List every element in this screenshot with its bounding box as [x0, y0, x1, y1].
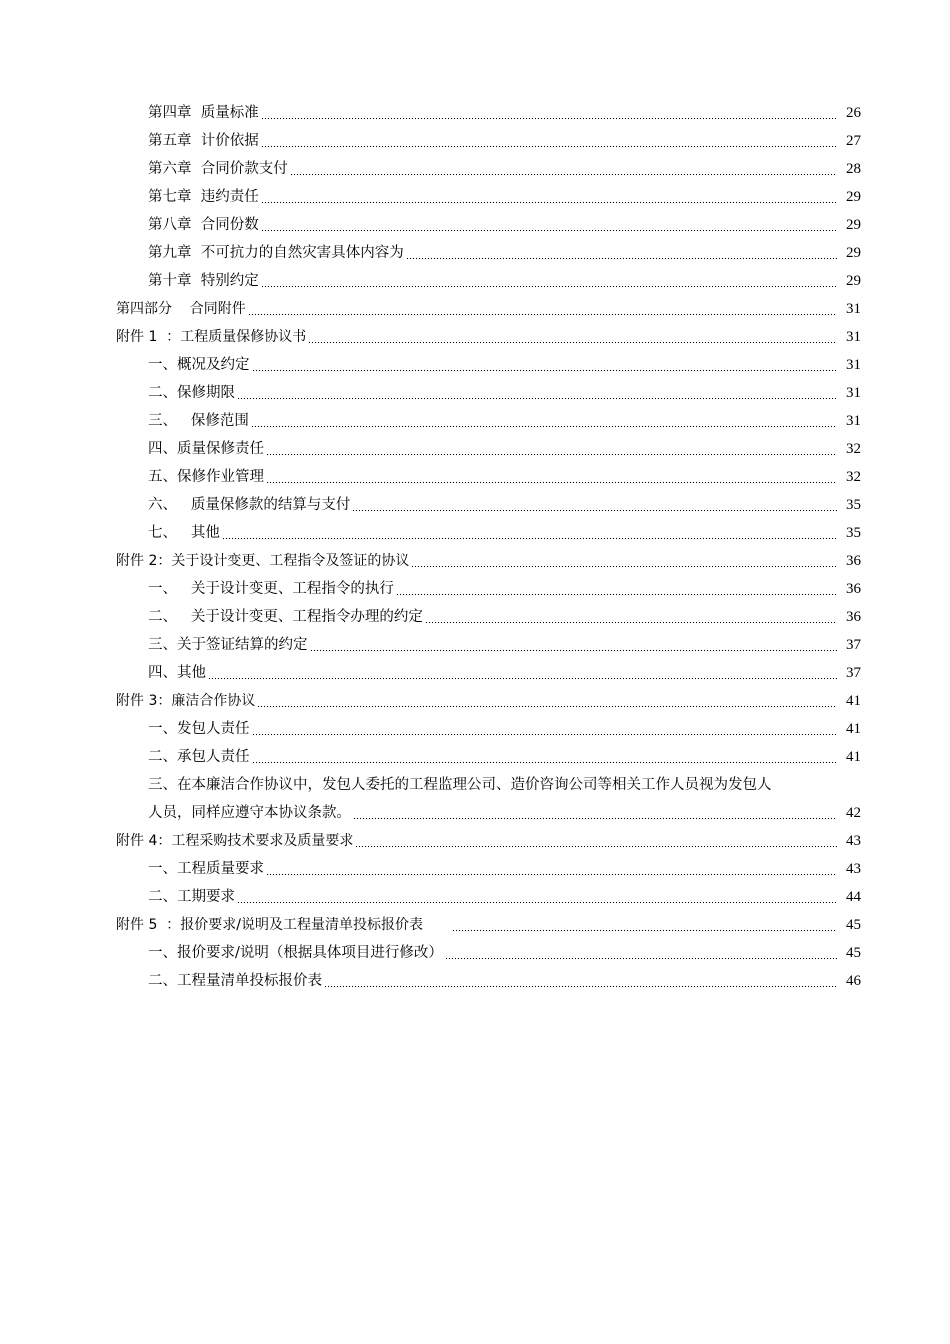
toc-entry[interactable]: [0, 575, 950, 603]
toc-dot-leader: [237, 379, 837, 407]
toc-entry[interactable]: [0, 631, 950, 659]
toc-entry-title: 第五章 计价依据: [148, 133, 259, 149]
toc-entry-page: 29: [846, 273, 861, 289]
toc-dot-leader: [411, 547, 837, 575]
toc-dot-leader: [352, 491, 837, 519]
toc-entry-page: 36: [846, 553, 861, 569]
toc-dot-leader: [353, 799, 837, 827]
toc-entry-page: 31: [846, 301, 861, 317]
toc-entry-page: 27: [846, 133, 861, 149]
toc-entry-title: 附件 2：关于设计变更、工程指令及签证的协议: [116, 553, 410, 569]
toc-section-heading[interactable]: [0, 687, 950, 715]
toc-entry[interactable]: [0, 239, 950, 267]
toc-entry-title: 第七章 违约责任: [148, 189, 259, 205]
toc-dot-leader: [261, 267, 837, 295]
toc-entry-title: 二、承包人责任: [148, 749, 250, 765]
toc-entry-page: 26: [846, 105, 861, 121]
toc-section-heading[interactable]: [0, 323, 950, 351]
toc-entry-page: 46: [846, 973, 861, 989]
toc-entry-title: 第八章 合同份数: [148, 217, 259, 233]
toc-entry-page: 29: [846, 189, 861, 205]
toc-entry-page: 29: [846, 217, 861, 233]
toc-dot-leader: [396, 575, 837, 603]
toc-dot-leader: [208, 659, 837, 687]
toc-dot-leader: [310, 631, 838, 659]
toc-dot-leader: [261, 211, 837, 239]
toc-entry-page: 41: [846, 693, 861, 709]
toc-entry-page: 28: [846, 161, 861, 177]
toc-dot-leader: [266, 435, 837, 463]
toc-dot-leader: [452, 911, 837, 939]
toc-dot-leader: [324, 967, 837, 995]
toc-entry[interactable]: [0, 967, 950, 995]
toc-entry-title: 附件 3：廉洁合作协议: [116, 693, 256, 709]
toc-dot-leader: [266, 463, 837, 491]
toc-entry-title: 一、 关于设计变更、工程指令的执行: [148, 581, 394, 597]
toc-entry-page: 32: [846, 469, 861, 485]
toc-entry-title: 第四章 质量标准: [148, 105, 259, 121]
toc-entry-page: 42: [846, 805, 861, 821]
toc-dot-leader: [248, 295, 837, 323]
toc-entry-title: 三、关于签证结算的约定: [148, 637, 308, 653]
toc-entry-title: 一、报价要求/说明（根据具体项目进行修改）: [148, 945, 443, 961]
toc-entry-page: 37: [846, 665, 861, 681]
toc-entry-page: 45: [846, 945, 861, 961]
toc-entry-title: 四、质量保修责任: [148, 441, 264, 457]
toc-entry[interactable]: [0, 99, 950, 127]
toc-entry-title: 二、保修期限: [148, 385, 235, 401]
toc-entry[interactable]: [0, 379, 950, 407]
toc-entry-title: 二、工期要求: [148, 889, 235, 905]
toc-entry-title: 四、其他: [148, 665, 206, 681]
toc-entry[interactable]: [0, 491, 950, 519]
toc-dot-leader: [222, 519, 837, 547]
toc-section-heading[interactable]: [0, 295, 950, 323]
toc-dot-leader: [237, 883, 837, 911]
toc-section-heading[interactable]: [0, 547, 950, 575]
toc-entry-title: 一、工程质量要求: [148, 861, 264, 877]
toc-entry-page: 41: [846, 721, 861, 737]
toc-entry-page: 37: [846, 637, 861, 653]
toc-entry-page: 31: [846, 329, 861, 345]
toc-entry-title: 第四部分 合同附件: [116, 301, 246, 317]
toc-entry-title: 二、 关于设计变更、工程指令办理的约定: [148, 609, 423, 625]
toc-entry-title: 七、 其他: [148, 525, 220, 541]
toc-entry-title: 六、 质量保修款的结算与支付: [148, 497, 351, 513]
toc-dot-leader: [290, 155, 837, 183]
toc-entry-title-line2: 人员，同样应遵守本协议条款。: [148, 805, 351, 821]
toc-entry-page: 31: [846, 357, 861, 373]
toc-entry-title: 第十章 特别约定: [148, 273, 259, 289]
toc-entry[interactable]: [0, 351, 950, 379]
toc-entry-page: 43: [846, 861, 861, 877]
toc-entry[interactable]: [0, 435, 950, 463]
toc-entry[interactable]: [0, 603, 950, 631]
toc-entry-page: 32: [846, 441, 861, 457]
toc-dot-leader: [261, 183, 837, 211]
toc-entry[interactable]: [0, 155, 950, 183]
toc-entry[interactable]: [0, 211, 950, 239]
toc-entry-title: 三、 保修范围: [148, 413, 249, 429]
toc-entry[interactable]: [0, 715, 950, 743]
toc-entry-wrapped[interactable]: [0, 771, 950, 827]
toc-entry-page: 44: [846, 889, 861, 905]
toc-entry-title: 一、概况及约定: [148, 357, 250, 373]
toc-dot-leader: [308, 323, 837, 351]
toc-dot-leader: [257, 687, 837, 715]
toc-entry[interactable]: [0, 463, 950, 491]
toc-entry[interactable]: [0, 183, 950, 211]
toc-entry-page: 36: [846, 609, 861, 625]
toc-entry-title: 第九章 不可抗力的自然灾害具体内容为: [148, 245, 404, 261]
toc-entry-page: 36: [846, 581, 861, 597]
toc-dot-leader: [266, 855, 837, 883]
toc-entry-page: 35: [846, 497, 861, 513]
toc-entry-title: 五、保修作业管理: [148, 469, 264, 485]
toc-entry-page: 31: [846, 413, 861, 429]
toc-section-after: [0, 827, 950, 995]
toc-entry-page: 31: [846, 385, 861, 401]
toc-dot-leader: [261, 99, 837, 127]
toc-entry-title: 附件 4：工程采购技术要求及质量要求: [116, 833, 354, 849]
toc-entry-page: 41: [846, 749, 861, 765]
toc-section-heading[interactable]: [0, 827, 950, 855]
toc-entry[interactable]: [0, 407, 950, 435]
toc-entry-title-line1: 三、在本廉洁合作协议中，发包人委托的工程监理公司、造价咨询公司等相关工作人员视为发包人: [148, 777, 772, 793]
toc-section-before: [0, 99, 950, 771]
toc-entry[interactable]: [0, 883, 950, 911]
toc-entry[interactable]: [0, 659, 950, 687]
toc-entry-title: 一、发包人责任: [148, 721, 250, 737]
toc-entry-title: 附件 1 ：工程质量保修协议书: [116, 329, 307, 345]
toc-entry-title: 二、工程量清单投标报价表: [148, 973, 322, 989]
toc-section-heading[interactable]: [0, 911, 950, 939]
toc-entry[interactable]: [0, 743, 950, 771]
toc-dot-leader: [252, 351, 838, 379]
toc-dot-leader: [355, 827, 837, 855]
toc-entry[interactable]: [0, 855, 950, 883]
toc-dot-leader: [406, 239, 837, 267]
toc-dot-leader: [445, 939, 837, 967]
toc-dot-leader: [425, 603, 837, 631]
toc-entry[interactable]: [0, 127, 950, 155]
toc-dot-leader: [251, 407, 837, 435]
toc-dot-leader: [252, 715, 838, 743]
table-of-contents: [0, 99, 950, 995]
toc-entry[interactable]: [0, 939, 950, 967]
toc-entry-title: 附件 5 ：报价要求/说明及工程量清单投标报价表: [116, 917, 450, 933]
toc-entry-page: 35: [846, 525, 861, 541]
toc-entry-title: 第六章 合同价款支付: [148, 161, 288, 177]
toc-entry-page: 45: [846, 917, 861, 933]
toc-entry[interactable]: [0, 519, 950, 547]
toc-entry[interactable]: [0, 267, 950, 295]
toc-entry-page: 29: [846, 245, 861, 261]
toc-entry-page: 43: [846, 833, 861, 849]
toc-dot-leader: [261, 127, 837, 155]
toc-dot-leader: [252, 743, 838, 771]
